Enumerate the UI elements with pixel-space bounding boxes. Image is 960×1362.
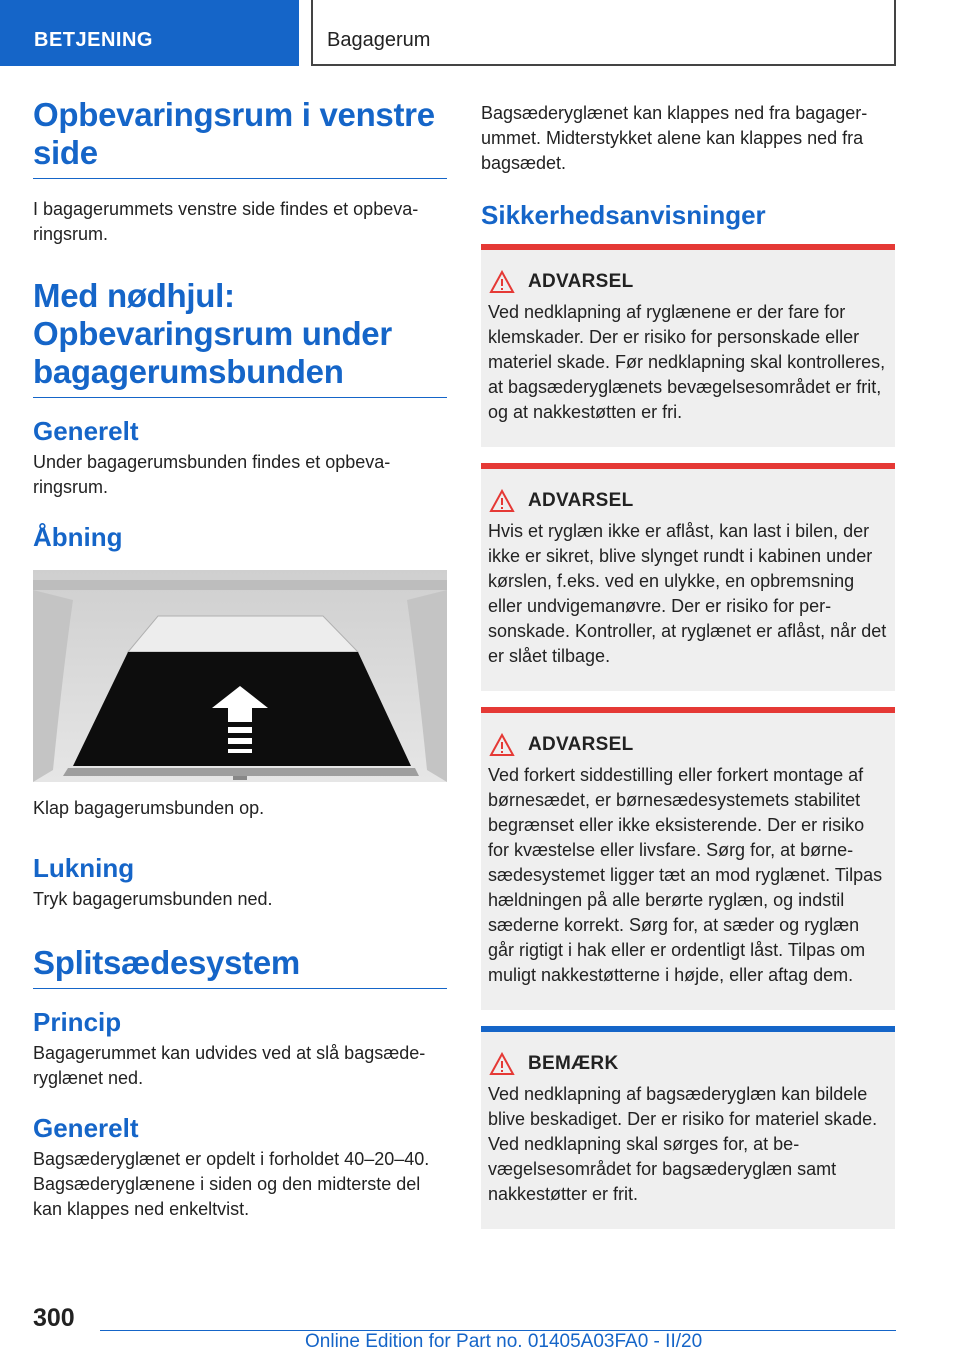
edition-text: Online Edition for Part no. 01405A03FA0 - II/20 bbox=[305, 1331, 703, 1352]
text-general: Under bagagerumsbunden findes et opbevaringsrum. bbox=[33, 452, 391, 497]
heading-split-seat: Splitsædesystem bbox=[33, 944, 447, 989]
text-general-2: Bagsæderyglænet er opdelt i forholdet 40–20–40. Bagsæderyglænene i siden og den midterste del kan klappes ned enkeltvist. bbox=[33, 1149, 430, 1219]
page-header bbox=[0, 0, 960, 66]
warning-text: Ved nedklapning af ryglænene er der fare for klemskader. Der er risiko for personskade eller materiel skade. Før nedklapning skal kontrolleres, at bagsæderyglænets bevægelsesområdet er frit, og at nakkestøtten er fri. bbox=[488, 302, 886, 422]
heading-closing: Lukning bbox=[33, 853, 135, 883]
warning-triangle-icon bbox=[489, 1052, 515, 1076]
heading-spare-wheel: Med nødhjul: Opbevaringsrum under bagagerumsbunden bbox=[33, 277, 447, 398]
notice-text: Ved nedklapning af bagsæderyglæn kan bildele blive beskadiget. Der er risiko for materiel skade. Ved nedklapning skal sørges for, at bevægelsesområdet for bagsæderyglæn samt nakkestøtter er frit. bbox=[488, 1084, 878, 1204]
warning-triangle-icon bbox=[489, 489, 515, 513]
warning-text: Ved forkert siddestilling eller forkert montage af børnesædet, er børnesædesystemets stabilitet begrænset eller ikke eksisterende. Der er risiko for kvæstelse eller livsfare. Sørg for, at børnesædesystemet ligger tæt an mod ryglænet. Tilpas hældningen på alle berørte ryglæn, og indstil sæderne korrekt. Sørg for, at sæder og ryglæn går rigtigt i hak eller er ordentligt låst. Tilpas om muligt nakkestøtterne i højde, eller aftag dem. bbox=[488, 765, 883, 985]
warning-title: ADVARSEL bbox=[528, 490, 634, 511]
page-number: 300 bbox=[33, 1304, 75, 1332]
text-principle: Bagagerummet kan udvides ved at slå bagsæderyglænet ned. bbox=[33, 1043, 426, 1088]
chapter-title: Bagagerum bbox=[311, 0, 896, 66]
warning-triangle-icon bbox=[489, 270, 515, 294]
warning-title: ADVARSEL bbox=[528, 734, 634, 755]
right-column bbox=[481, 101, 895, 1245]
heading-opening: Åbning bbox=[33, 522, 123, 552]
warning-title: ADVARSEL bbox=[528, 271, 634, 292]
page-footer bbox=[0, 1300, 960, 1362]
heading-storage-left: Opbevaringsrum i venstre side bbox=[33, 96, 447, 179]
figure-caption: Klap bagagerumsbunden op. bbox=[33, 798, 265, 818]
text-intro: Bagsæderyglænet kan klappes ned fra bagagerummet. Midterstykket alene kan klappes ned fra bagsædet. bbox=[481, 103, 868, 173]
warning-text: Hvis et ryglæn ikke er aflåst, kan last i bilen, der ikke er sikret, blive slynget rundt i kabinen under kørslen, f.eks. ved en ulykke, en opbremsning eller undvigemanøvre. Der er risiko for personskade. Kontroller, at ryglænet er aflåst, når det er slået tilbage. bbox=[488, 521, 887, 666]
warning-triangle-icon bbox=[489, 733, 515, 757]
left-column bbox=[33, 96, 447, 1222]
text-closing: Tryk bagagerumsbunden ned. bbox=[33, 889, 273, 909]
warning-box bbox=[481, 463, 895, 691]
trunk-floor-figure bbox=[33, 570, 447, 782]
warning-box bbox=[481, 707, 895, 1010]
notice-title: BEMÆRK bbox=[528, 1053, 619, 1074]
heading-safety: Sikkerhedsanvisninger bbox=[481, 200, 766, 230]
notice-box bbox=[481, 1026, 895, 1229]
heading-principle: Princip bbox=[33, 1007, 122, 1037]
heading-general: Generelt bbox=[33, 416, 139, 446]
warning-box bbox=[481, 244, 895, 447]
heading-general-2: Generelt bbox=[33, 1113, 139, 1143]
trunk-illustration bbox=[33, 570, 447, 782]
text-storage-left: I bagagerummets venstre side findes et opbevaringsrum. bbox=[33, 199, 419, 244]
section-tab: BETJENING bbox=[0, 0, 299, 66]
